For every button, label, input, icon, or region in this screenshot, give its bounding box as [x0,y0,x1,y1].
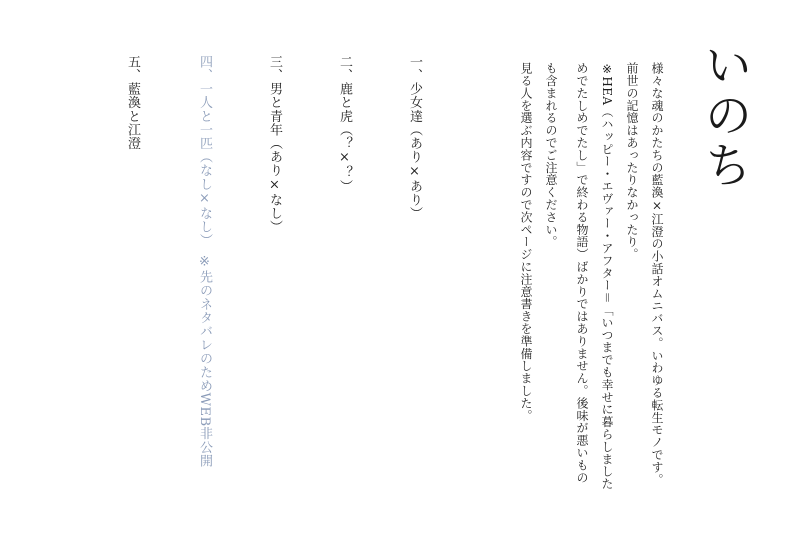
toc-entry-1 [408,55,421,220]
description-line-5: も含まれるのでご注意ください。 [544,62,558,248]
toc-entry-number: 三、 [267,55,282,83]
description-line-6: 見る人を選ぶ内容ですので次ページに注意書きを準備しました。 [519,62,533,422]
toc-entry-title: 男と青年（あり×なし） [267,82,282,234]
toc-entry-title: 少女達（あり×あり） [407,82,422,221]
description-line-4: めでたしめでたし」で終わる物語）ばかりではありません。後味が悪いもの [575,62,589,484]
toc-entry-title: 一人と一匹（なし×なし） [197,82,212,241]
description-line-1: 様々な魂のかたちの藍渙×江澄の小話オムニバス。いわゆる転生モノです。 [650,62,664,486]
toc-entry-note: ※先のネタバレのためWEB非公開 [197,254,212,468]
page-title: いのち [696,40,752,190]
description-line-3: ※HEA（ハッピー・エヴァー・アフター＝「いつまでも幸せに暮らしました [600,62,614,490]
toc-entry-title: 藍渙と江澄 [125,82,140,151]
toc-entry-2 [338,55,351,193]
toc-entry-number: 一、 [407,55,422,83]
toc-entry-3 [268,55,281,234]
toc-entry-5 [126,55,139,150]
toc-entry-title: 鹿と虎（？×？） [337,82,352,194]
toc-entry-4 [198,55,211,468]
toc-entry-number: 二、 [337,55,352,83]
description-line-2: 前世の記憶はあったりなかったり。 [625,62,639,261]
toc-entry-number: 五、 [125,55,140,83]
toc-entry-number: 四、 [197,55,212,83]
